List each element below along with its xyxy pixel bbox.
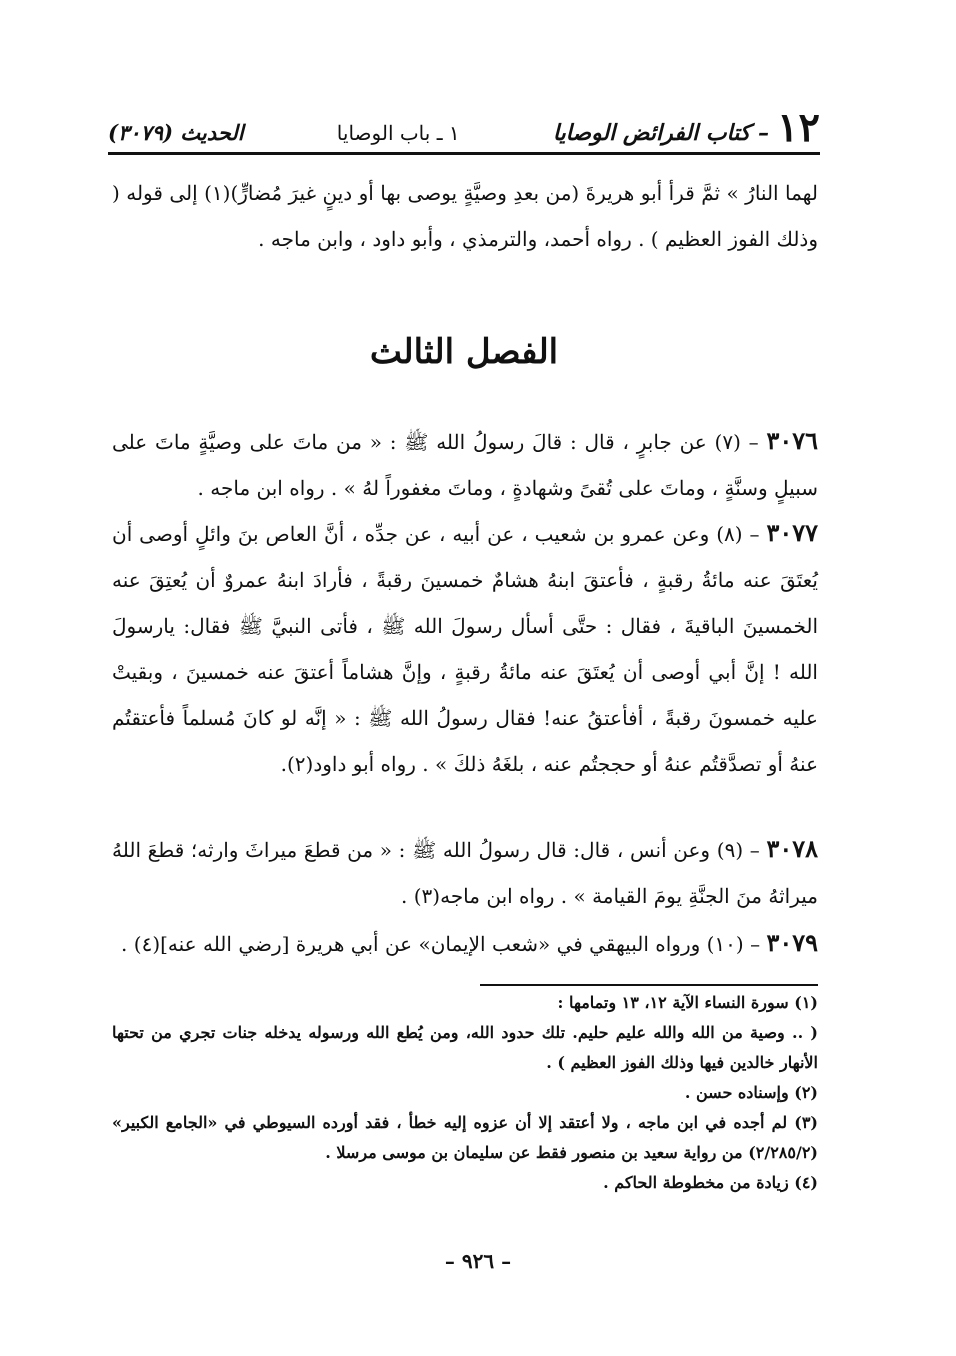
chapter-title: – كتاب الفرائض الوصايا	[552, 120, 770, 146]
bab-title: ١ ـ باب الوصايا	[336, 121, 460, 145]
hadith-paragraph	[112, 826, 818, 919]
hadith-text: – (٩) وعن أنس ، قال: قال رسولُ الله ﷺ : « من قطعَ ميراثَ وارثه؛ قطعَ اللهُ ميراثهُ منَ الجنَّةِ يومَ القيامة » . رواه ابن ماجه(٣) .	[112, 838, 818, 908]
page-number: – ٩٢٦ –	[444, 1249, 512, 1273]
footnote: ( .. وصية من الله والله عليم حليم. تلك حدود الله، ومن يُطع الله ورسوله يدخله جنات تجري من تحتها الأنهار خالدين فيها وذلك الفوز العظيم ) .	[112, 1023, 818, 1072]
hadith-number: ٣٠٧٧	[766, 518, 818, 547]
continuation-paragraph	[112, 170, 818, 262]
hadith-number: ٣٠٧٦	[766, 426, 818, 455]
footnote-rule	[480, 984, 818, 986]
chapter-heading	[552, 104, 820, 151]
footnote: (١) سورة النساء الآية ١٢، ١٣ وتمامها :	[557, 993, 818, 1012]
header-rule	[108, 152, 820, 155]
hadith-text: – (١٠) ورواه البيهقي في «شعب الإيمان» عن أبي هريرة [رضي الله عنه](٤) .	[121, 932, 761, 956]
footnotes	[112, 988, 818, 1198]
section-title: الفصل الثالث	[369, 332, 559, 372]
hadith-text: – (٨) وعن عمرو بن شعيب ، عن أبيه ، عن جدِّه ، أنَّ العاص بنَ وائلٍ أوصى أن يُعتَقَ عنه مائةُ رقبةٍ ، فأعتقَ ابنهُ هشامٌ خمسينَ رقبةً ، فأرادَ ابنهُ عمروٌ أن يُعتِقَ عنه الخمسينَ الباقيةَ ، فقال : حتَّى أسأل رسولَ الله ﷺ ، فأتى النبيَّ ﷺ فقال: يارسولَ الله ! إنَّ أبي أوصى أن يُعتَقَ عنه مائةُ رقبةٍ ، وإنَّ هشاماً أعتقَ عنه خمسينَ ، وبقيتْ عليه خمسونَ رقبةً ، أفأعتقُ عنه! فقال رسولُ الله ﷺ : « إنَّه لو كانَ مُسلماً فأعتقتُم عنهُ أو تصدَّقتُم عنهُ أو حججتُم عنه ، بلغَهُ ذلكَ » . رواه أبو داود(٢).	[112, 522, 818, 776]
footnote: (٣) لم أجده في ابن ماجه ، ولا أعتقد إلا أن عزوه إليه خطأ ، فقد أورده السيوطي في «الجامع الكبير» (٢/٢٨٥/٢) من رواية سعيد بن منصور فقط عن سليمان بن موسى مرسلا .	[112, 1113, 818, 1162]
footnote: (٤) زيادة من مخطوطة الحاكم .	[603, 1173, 818, 1192]
hadith-paragraph	[112, 418, 818, 511]
hadith-text: – (٧) عن جابرٍ ، قال : قالَ رسولُ الله ﷺ : « من ماتَ على وصيَّةٍ ماتَ على سبيلٍ وسنَّةٍ ، وماتَ على تُقىً وشهادةٍ ، وماتَ مغفوراً لهُ » . رواه ابن ماجه .	[112, 430, 818, 500]
hadith-paragraph	[112, 510, 818, 787]
chapter-number: ١٢	[777, 104, 820, 151]
hadith-range: الحديث (٣٠٧٩)	[108, 120, 244, 145]
footnote: (٢) وإسناده حسن .	[684, 1083, 818, 1102]
hadith-number: ٣٠٧٩	[766, 928, 818, 957]
hadith-number: ٣٠٧٨	[766, 834, 818, 863]
running-header	[108, 96, 820, 151]
continuation-text: لهما النارُ » ثمَّ قرأ أبو هريرةَ (من بعدِ وصيَّةٍ يوصى بها أو دينٍ غيرَ مُضارٍّ)(١) إلى قوله ( وذلك الفوز العظيم ) . رواه أحمد، والترمذي ، وأبو داود ، وابن ماجه .	[112, 181, 818, 251]
hadith-paragraph	[112, 920, 818, 967]
